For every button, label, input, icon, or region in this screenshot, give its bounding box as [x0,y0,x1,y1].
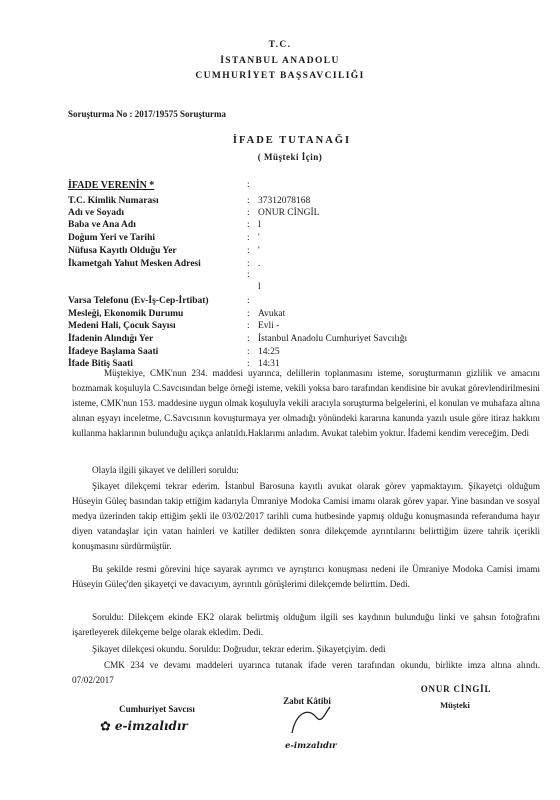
field-label: İfadenin Alındığı Yer [68,334,154,344]
field-label: Varsa Telefonu (Ev-İş-Cep-İrtibat) [68,296,209,306]
clerk-handwritten-signature [286,703,336,739]
field-colon: : [247,347,250,357]
document-title: İFADE TUTANAĞI [232,135,352,146]
field-value: . [258,259,261,269]
field-value: l [258,282,261,292]
field-colon: : [247,233,250,243]
field-label: Nüfusa Kayıtlı Olduğu Yer [68,246,177,256]
complaint-paragraph: Şikayet dilekçemi tekrar ederim. İstanbul Barosuna kayıtlı avukat olarak görev yapmaktayım. Şikayetçi olduğum Hüseyin Güleç basından takip ettiğim kadarıyla Ümraniye Modoka Camisi imamı olarak görev yapar. Yine basından ve sosyal medya üzerinden takip ettiğim şekli ile 03/02/2017 tarihli cuma hutbesinde yapmış olduğu konuşmasında referanduma hayır diyen vatandaşlar için vatan hainleri ve katiller dedikten sonra dilekçemde ayrıntılarını belirttiğim üzere tahrik içerikli konuşmasını sürdürmüştür. [72,481,540,551]
field-colon: : [247,208,250,218]
field-value: Avukat [258,309,286,319]
field-colon: : [247,309,250,319]
field-value: 14:25 [258,347,280,357]
document-subtitle: ( Müşteki İçin) [257,152,323,162]
field-colon: : [247,334,250,344]
clerk-esign: e-imzalıdır [285,741,337,751]
field-colon: : [247,196,250,206]
field-colon: : [247,296,250,306]
field-colon: : [247,246,250,256]
field-value: Evli - [258,321,280,331]
prosecutor-esign: e-imzalıdır [114,719,188,733]
field-colon: : [247,220,250,230]
field-label: Medeni Hali, Çocuk Sayısı [68,321,176,331]
prosecutor-signature-title: Cumhuriyet Savcısı [119,704,195,714]
seal-icon: ✿ [100,718,111,734]
field-label: İFADE VERENİN * [68,180,155,191]
evidence-paragraph: Soruldu: Dilekçem ekinde EK2 olarak belirtmiş olduğum ilgili ses kaydının bulunduğu linki ve şahsın fotoğrafını işaretleyerek dilekçeme belge olarak ekledim. Dedi. [72,612,540,637]
field-label: İkametgah Yahut Mesken Adresi [68,259,201,269]
field-colon: : [247,321,250,331]
complaint-conclusion-paragraph: Bu şekilde resmi görevini hiçe sayarak ayrımcı ve ayrıştırıcı konuşması nedeni ile Ümraniye Modoka Camisi imamı Hüseyin Güleç'den şikayetçi ve davacıyım, ayrıntılı görüşlerimi dilekçemde belirttim. Dedi. [72,564,540,589]
complainant-title: Müşteki [440,700,470,710]
field-colon: : [247,180,250,190]
field-value: 37312078168 [258,196,311,206]
field-value: ' [258,246,260,256]
field-label: İfade Bitiş Saati [68,359,133,369]
confirmation-paragraph: Şikayet dilekçesi okundu. Soruldu: Doğrudur, tekrar ederim. Şikayetçiyim. dedi [92,644,386,654]
prosecutor-esign-block [100,717,230,735]
field-label: Mesleği, Ekonomik Durumu [68,309,184,319]
field-label: Doğum Yeri ve Tarihi [68,233,155,243]
field-colon: : [247,359,250,369]
investigation-number: Soruşturma No : 2017/19575 Soruşturma [68,109,227,119]
question-paragraph: Olayla ilgili şikayet ve delilleri soruldu: [92,465,239,475]
field-label: Baba ve Ana Adı [68,220,136,230]
header-tc: T.C. [268,40,292,50]
field-value: 14:31 [258,359,280,369]
field-colon: : [247,270,250,280]
field-colon: : [247,259,250,269]
complainant-name: ONUR CİNGİL [420,684,492,694]
rights-paragraph: Müştekiye, CMK'nun 234. maddesi uyarınca, delillerin toplanmasını isteme, soruşturmanın gizlilik ve amacını bozmamak koşuluyla C.Savcısından belge örneği isteme, vekili yoksa baro tarafından kendisine bir avukat görevlendirilmesini isteme, CMK'nun 153. maddesine uygun olmak koşuluyla vekili aracıyla soruşturma belgelerini, el konulan ve muhafaza altına alınan eşyayı inceletme, C.Savcısının kovuşturmaya yer olmadığı yönündeki kararına kanunda yazılı usule göre itiraz hakkını kullanma haklarının bulunduğu açıkça anlatıldı.Haklarımı anladım. Avukat talebim yoktur. İfademi kendim vereceğim. Dedi [72,368,540,438]
header-prosecutor-office: CUMHURİYET BAŞSAVCILIĞI [195,71,365,81]
field-value: ONUR CİNGİL [258,208,320,218]
field-label: Adı ve Soyadı [68,208,124,218]
field-label: İfadeye Başlama Saati [68,347,159,357]
field-value: ' [258,233,260,243]
closing-paragraph: CMK 234 ve devamı maddeleri uyarınca tutanak ifade veren tarafından okundu, birlikte imza altına alındı. 07/02/2017 [72,660,540,685]
field-label: T.C. Kimlik Numarası [68,196,159,206]
field-value: İstanbul Anadolu Cumhuriyet Savcılığı [258,334,408,344]
clerk-signature-title: Zabıt Kâtibi [283,696,331,706]
header-office: İSTANBUL ANADOLU [220,56,340,66]
field-value: l [258,220,261,230]
